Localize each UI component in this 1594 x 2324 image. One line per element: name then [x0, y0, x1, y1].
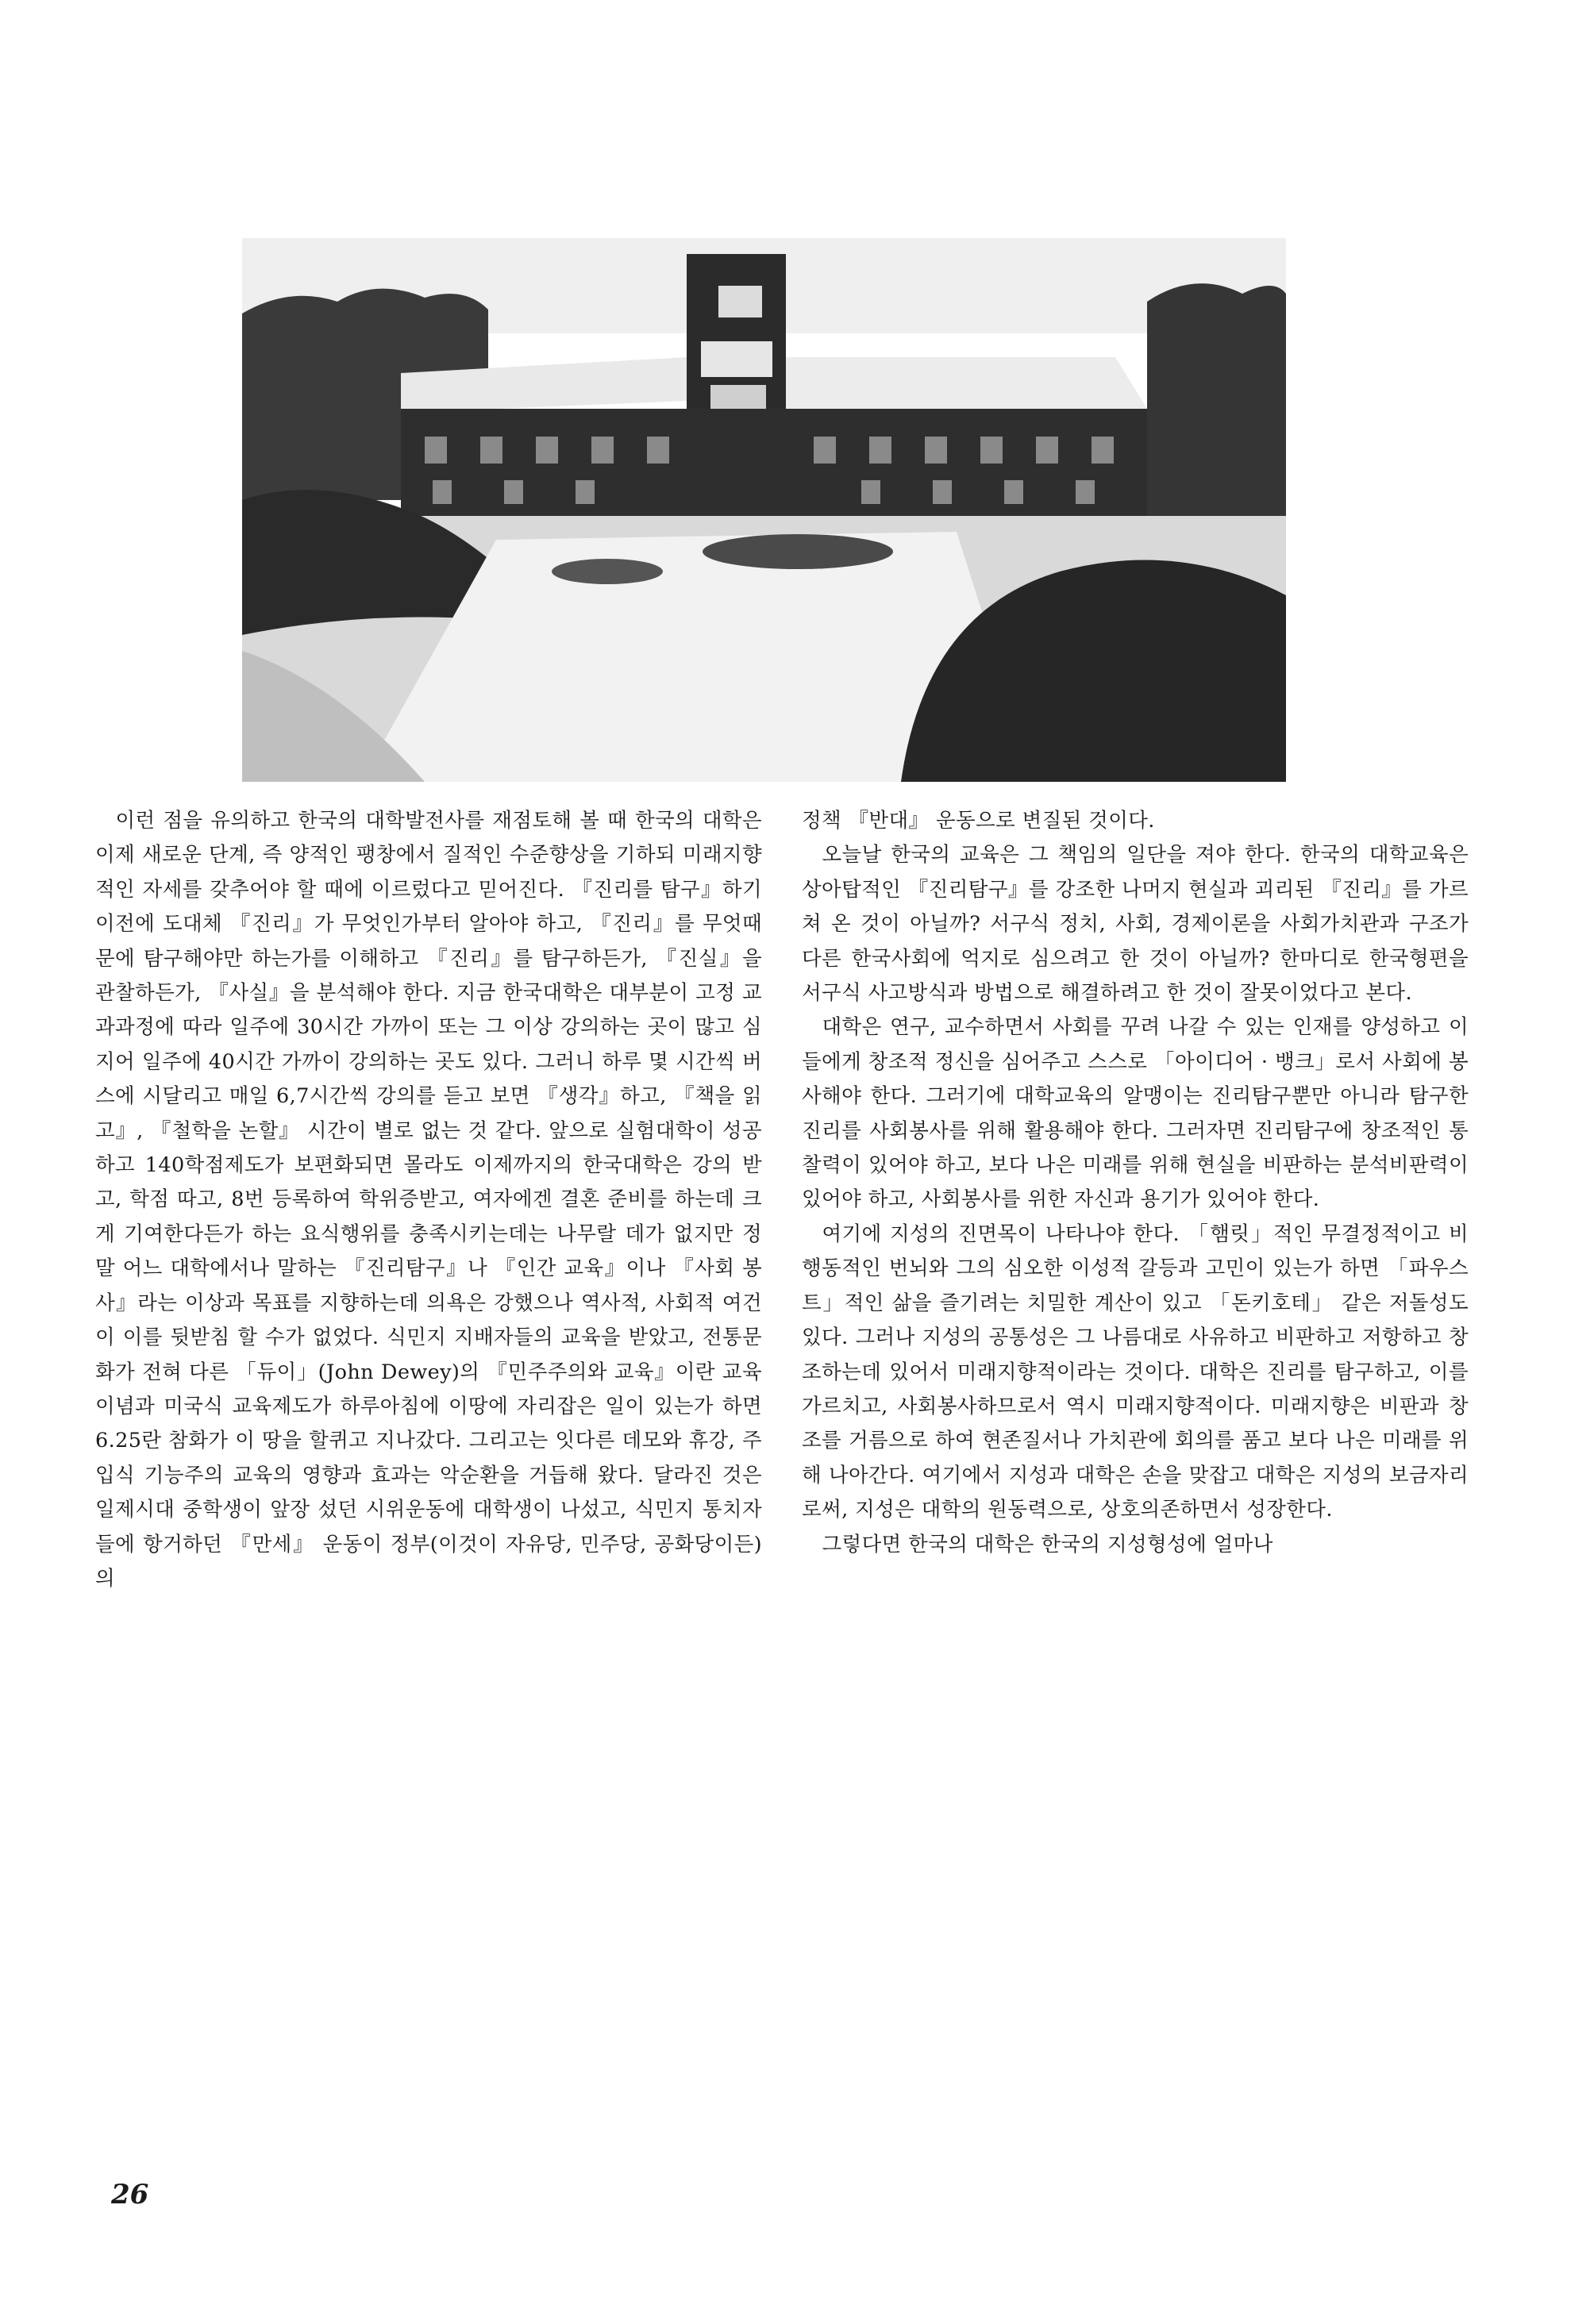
left-paragraph-1: 이런 점을 유의하고 한국의 대학발전사를 재점토해 볼 때 한국의 대학은 이제 새로운 단계, 즉 양적인 팽창에서 질적인 수준향상을 기하되 미래지향적인 자세를 갖추어야 할 때에 이르렀다고 믿어진다. 『진리를 탐구』하기 이전에 도대체 『진리』가 무엇인가부터 알아야 하고, 『진리』를 무엇때문에 탐구해야만 하는가를 이해하고 『진리』를 탐구하든가, 『진실』을 관찰하든가, 『사실』을 분석해야 한다. 지금 한국대학은 대부분이 고정 교과과정에 따라 일주에 30시간 가까이 또는 그 이상 강의하는 곳이 많고 심지어 일주에 40시간 가까이 강의하는 곳도 있다. 그러니 하루 몇 시간씩 버스에 시달리고 매일 6,7시간씩 강의를 듣고 보면 『생각』하고, 『책을 읽고』, 『철학을 논할』 시간이 별로 없는 것 같다. 앞으로 실험대학이 성공하고 140학점제도가 보편화되면 몰라도 이제까지의 한국대학은 강의 받고, 학점 따고, 8번 등록하여 학위증받고, 여자에겐 결혼 준비를 하는데 크게 기여한다든가 하는 요식행위를 충족시키는데는 나무랄 데가 없지만 정말 어느 대학에서나 말하는 『진리탐구』나 『인간 교육』이나 『사회 봉사』라는 이상과 목표를 지향하는데 의욕은 강했으나 역사적, 사회적 여건이 이를 뒷받침 할 수가 없었다. 식민지 지배자들의 교육을 받았고, 전통문화가 전혀 다른 「듀이」(John Dewey)의 『민주주의와 교육』이란 교육이념과 미국식 교육제도가 하루아침에 이땅에 자리잡은 일이 있는가 하면 6.25란 참화가 이 땅을 할퀴고 지나갔다. 그리고는 잇다른 데모와 휴강, 주입식 기능주의 교육의 영향과 효과는 악순환을 거듭해 왔다. 달라진 것은 일제시대 중학생이 앞장 섰던 시위운동에 대학생이 나섰고, 식민지 통치자들에 항거하던 『만세』 운동이 정부(이것이 자유당, 민주당, 공화당이든)의: [95, 809, 762, 1591]
right-paragraph-1: 정책 『반대』 운동으로 변질된 것이다.: [802, 809, 1155, 833]
campus-building-photo: [242, 238, 1286, 782]
right-paragraph-2: 오늘날 한국의 교육은 그 책임의 일단을 져야 한다. 한국의 대학교육은 상아탑적인 『진리탐구』를 강조한 나머지 현실과 괴리된 『진리』를 가르쳐 온 것이 아닐까? 서구식 정치, 사회, 경제이론을 사회가치관과 구조가 다른 한국사회에 억지로 심으려고 한 것이 아닐까? 한마디로 한국형편을 서구식 사고방식과 방법으로 해결하려고 한 것이 잘못이었다고 본다.: [802, 843, 1469, 1006]
right-column: [802, 804, 1469, 1562]
right-paragraph-5: 그렇다면 한국의 대학은 한국의 지성형성에 얼마나: [822, 1532, 1273, 1556]
left-column: [95, 804, 762, 1596]
right-paragraph-4: 여기에 지성의 진면목이 나타나야 한다. 「햄릿」적인 무결정적이고 비행동적인 번뇌와 그의 심오한 이성적 갈등과 고민이 있는가 하면 「파우스트」적인 삶을 즐기려는 치밀한 계산이 있고 「돈키호테」 같은 저돌성도 있다. 그러나 지성의 공통성은 그 나름대로 사유하고 비판하고 저항하고 창조하는데 있어서 미래지향적이라는 것이다. 대학은 진리를 탐구하고, 이를 가르치고, 사회봉사하므로서 역시 미래지향적이다. 미래지향은 비판과 창조를 거름으로 하여 현존질서나 가치관에 회의를 품고 보다 나은 미래를 위해 나아간다. 여기에서 지성과 대학은 손을 맞잡고 대학은 지성의 보금자리로써, 지성은 대학의 원동력으로, 상호의존하면서 성장한다.: [802, 1222, 1469, 1522]
page-number: 26: [111, 2179, 149, 2210]
campus-building-photo-icon: [242, 238, 1286, 782]
right-paragraph-3: 대학은 연구, 교수하면서 사회를 꾸려 나갈 수 있는 인재를 양성하고 이들에게 창조적 정신을 심어주고 스스로 「아이디어 · 뱅크」로서 사회에 봉사해야 한다. 그러기에 대학교육의 알맹이는 진리탐구뿐만 아니라 탐구한 진리를 사회봉사를 위해 활용해야 한다. 그러자면 진리탐구에 창조적인 통찰력이 있어야 하고, 보다 나은 미래를 위해 현실을 비판하는 분석비판력이 있어야 하고, 사회봉사를 위한 자신과 용기가 있어야 한다.: [802, 1015, 1469, 1212]
